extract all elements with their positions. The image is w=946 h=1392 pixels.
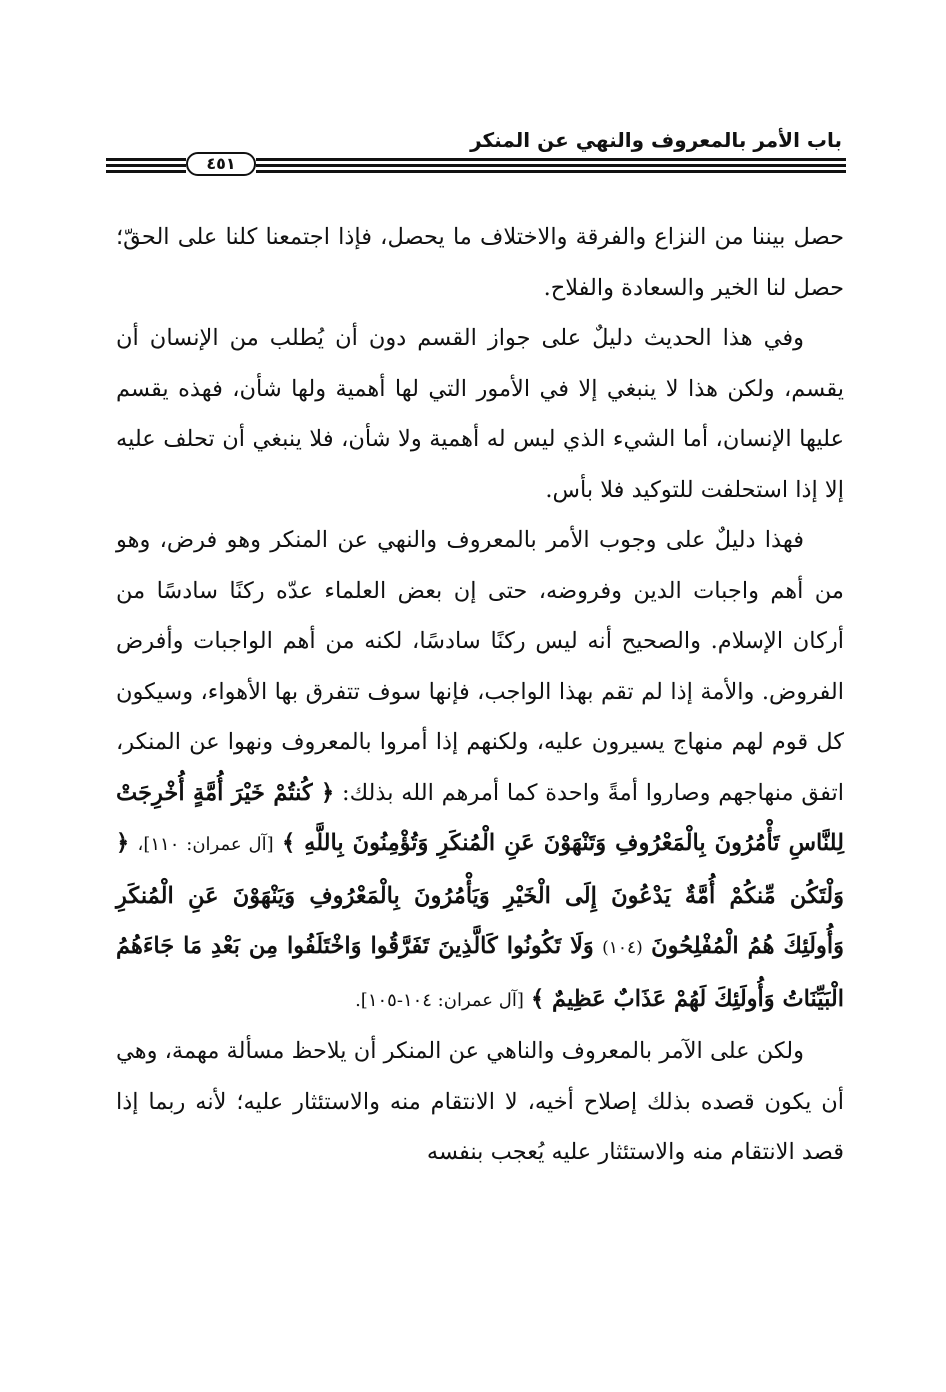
quran-verse: ﴿ وَلْتَكُن مِّنكُمْ أُمَّةٌ يَدْعُونَ إِلَى الْخَيْرِ وَيَأْمُرُونَ بِالْمَعْرُوفِ وَيَنْهَوْنَ عَنِ الْمُنكَرِ وَأُولَئِكَ هُمُ الْمُفْلِحُونَ xyxy=(116,830,845,959)
page-body xyxy=(116,212,844,1178)
paragraph-with-verses xyxy=(116,515,844,1026)
rule-line xyxy=(256,164,846,167)
rule-line xyxy=(256,170,846,173)
verse-reference: [آل عمران: ١٠٤-١٠٥]. xyxy=(355,989,524,1011)
paragraph-text: فهذا دليلٌ على وجوب الأمر بالمعروف والنهي عن المنكر وهو فرض، وهو من أهم واجبات الدين وفروضه، حتى إن بعض العلماء عدّه ركنًا سادسًا من أركان الإسلام. والصحيح أنه ليس ركنًا سادسًا، لكنه من أهم الواجبات وأفرض الفروض. والأمة إذا لم تقم بهذا الواجب، فإنها سوف تتفرق بها الأهواء، وسيكون كل قوم لهم منهاج يسيرون عليه، ولكنهم إذا أمروا بالمعروف ونهوا عن المنكر، اتفق منهاجهم وصاروا أمةً واحدة كما أمرهم الله بذلك: xyxy=(116,527,844,806)
paragraph: حصل بيننا من النزاع والفرقة والاختلاف ما يحصل، فإذا اجتمعنا كلنا على الحقّ؛ حصل لنا الخير والسعادة والفلاح. xyxy=(116,224,844,301)
page-number: ٤٥١ xyxy=(186,152,256,176)
chapter-title: باب الأمر بالمعروف والنهي عن المنكر xyxy=(470,128,842,152)
paragraph: ولكن على الآمر بالمعروف والناهي عن المنكر أن يلاحظ مسألة مهمة، وهي أن يكون قصده بذلك إصلاح أخيه، لا الانتقام منه والاستئثار عليه؛ لأنه ربما إذا قصد الانتقام منه والاستئثار عليه يُعجب بنفسه xyxy=(116,1038,844,1165)
verse-number-marker: (١٠٤) xyxy=(602,938,643,958)
header-rule xyxy=(106,152,846,176)
verse-reference: [آل عمران: ١١٠]، xyxy=(137,834,274,855)
quran-verse: ﴿ كُنتُمْ خَيْرَ أُمَّةٍ أُخْرِجَتْ لِلنَّاسِ تَأْمُرُونَ بِالْمَعْرُوفِ وَتَنْهَوْنَ عَنِ الْمُنكَرِ وَتُؤْمِنُونَ بِاللَّهِ ﴾ xyxy=(116,779,844,856)
rule-line xyxy=(106,170,186,173)
paragraph: وفي هذا الحديث دليلٌ على جواز القسم دون أن يُطلب من الإنسان أن يقسم، ولكن هذا لا ينبغي إلا في الأمور التي لها أهمية ولها شأن، فهذه يقسم عليها الإنسان، أما الشيء الذي ليس له أهمية ولا شأن، فلا ينبغي أن تحلف عليه إلا إذا استحلفت للتوكيد فلا بأس. xyxy=(116,325,844,503)
quran-verse: وَلَا تَكُونُوا كَالَّذِينَ تَفَرَّقُوا وَاخْتَلَفُوا مِن بَعْدِ مَا جَاءَهُمُ الْبَيِّنَاتُ وَأُولَئِكَ لَهُمْ عَذَابٌ عَظِيمٌ ﴾ xyxy=(116,933,844,1012)
rule-line xyxy=(106,158,186,161)
rule-line xyxy=(106,164,186,167)
rule-line xyxy=(256,158,846,161)
